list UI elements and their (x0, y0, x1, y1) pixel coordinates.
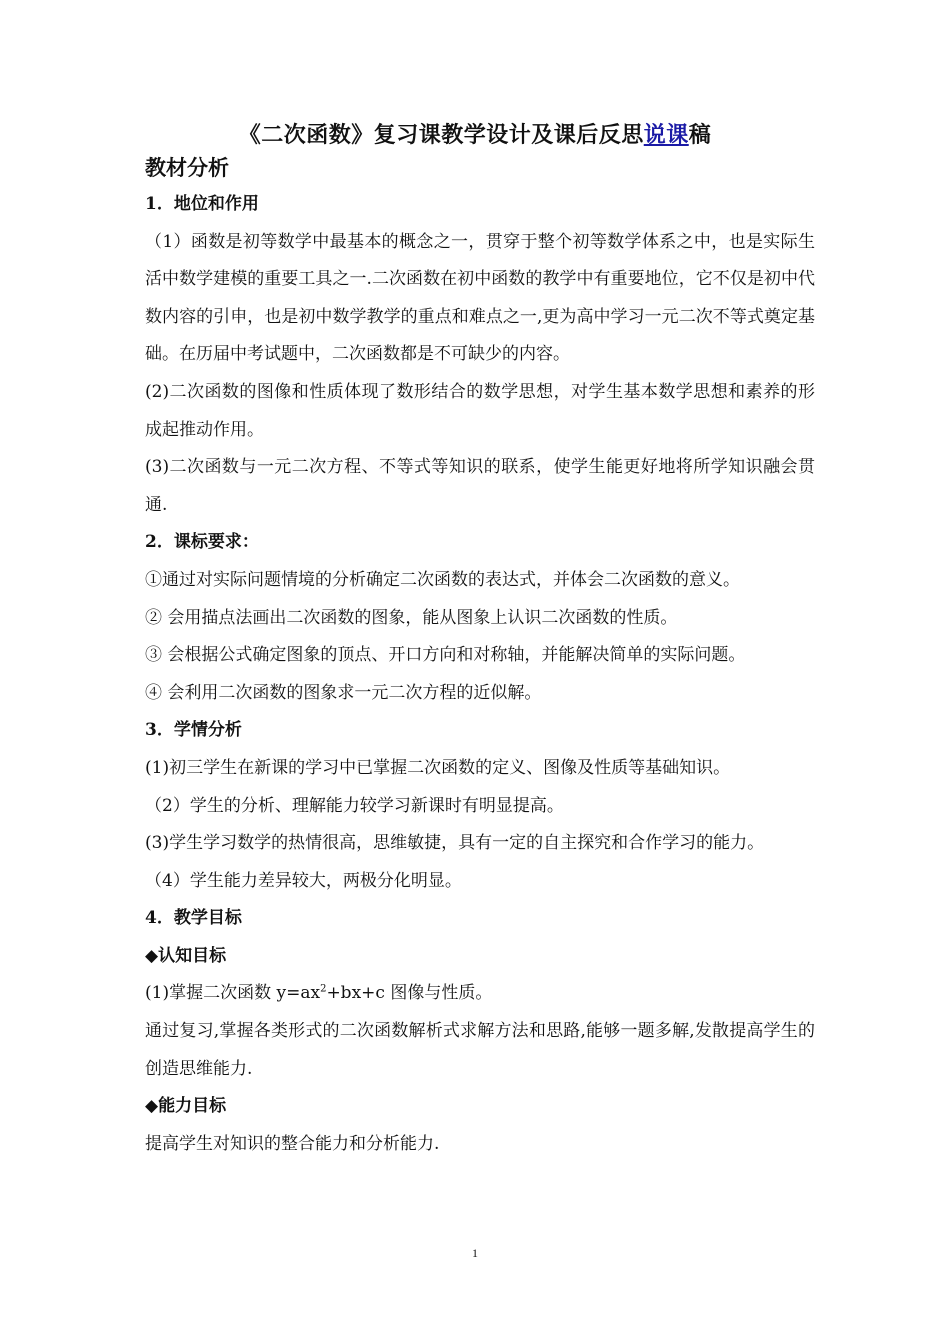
paragraph-position-1: （1）函数是初等数学中最基本的概念之一，贯穿于整个初等数学体系之中，也是实际生活中数学建模的重要工具之一.二次函数在初中函数的教学中有重要地位，它不仅是初中代数内容的引申，也是初中数学教学的重点和难点之一,更为高中学习一元二次不等式奠定基础。在历届中考试题中，二次函数都是不可缺少的内容。 (145, 231, 815, 365)
goal-item: 提高学生对知识的整合能力和分析能力. (145, 1133, 440, 1154)
paragraph-position-3: (3)二次函数与一元二次方程、不等式等知识的联系，使学生能更好地将所学知识融会贯通. (145, 457, 815, 515)
formula-exponent: 2 (320, 983, 327, 995)
section-heading: 教材分析 (145, 155, 229, 180)
formula-text-end: +bx+c 图像与性质。 (326, 983, 493, 1004)
requirement-item: ①通过对实际问题情境的分析确定二次函数的表达式，并体会二次函数的意义。 (145, 569, 740, 590)
paragraph-position-2: (2)二次函数的图像和性质体现了数形结合的数学思想，对学生基本数学思想和素养的形成起推动作用。 (145, 381, 815, 440)
requirement-item: ② 会用描点法画出二次函数的图象，能从图象上认识二次函数的性质。 (145, 607, 678, 628)
heading-position-role: 1．地位和作用 (145, 194, 259, 214)
title-link[interactable]: 说课 (643, 122, 689, 148)
heading-teaching-goals: 4．教学目标 (145, 908, 242, 929)
student-item: (3)学生学习数学的热情很高，思维敏捷，具有一定的自主探究和合作学习的能力。 (145, 833, 765, 854)
student-item: (1)初三学生在新课的学习中已掌握二次函数的定义、图像及性质等基础知识。 (145, 757, 731, 778)
document-title (0, 118, 950, 149)
subheading-cognitive-goals: ◆认知目标 (145, 945, 227, 966)
heading-curriculum: 2．课标要求： (145, 532, 259, 553)
goal-item: 通过复习,掌握各类形式的二次函数解析式求解方法和思路,能够一题多解,发散提高学生的创造思维能力. (145, 1021, 815, 1079)
title-text-end: 稿 (688, 122, 712, 148)
subheading-ability-goals: ◆能力目标 (145, 1096, 227, 1117)
student-item: （4）学生能力差异较大，两极分化明显。 (145, 870, 462, 891)
requirement-item: ④ 会利用二次函数的图象求一元二次方程的近似解。 (145, 682, 542, 703)
title-text: 《二次函数》复习课教学设计及课后反思 (238, 122, 644, 148)
heading-student-analysis: 3．学情分析 (145, 720, 242, 741)
goal-item-formula (145, 975, 815, 1013)
document-body (145, 186, 815, 1163)
page-number: 1 (472, 1246, 478, 1260)
requirement-item: ③ 会根据公式确定图象的顶点、开口方向和对称轴，并能解决简单的实际问题。 (145, 645, 746, 666)
student-item: （2）学生的分析、理解能力较学习新课时有明显提高。 (145, 795, 564, 816)
formula-text: (1)掌握二次函数 y=ax (145, 983, 321, 1004)
